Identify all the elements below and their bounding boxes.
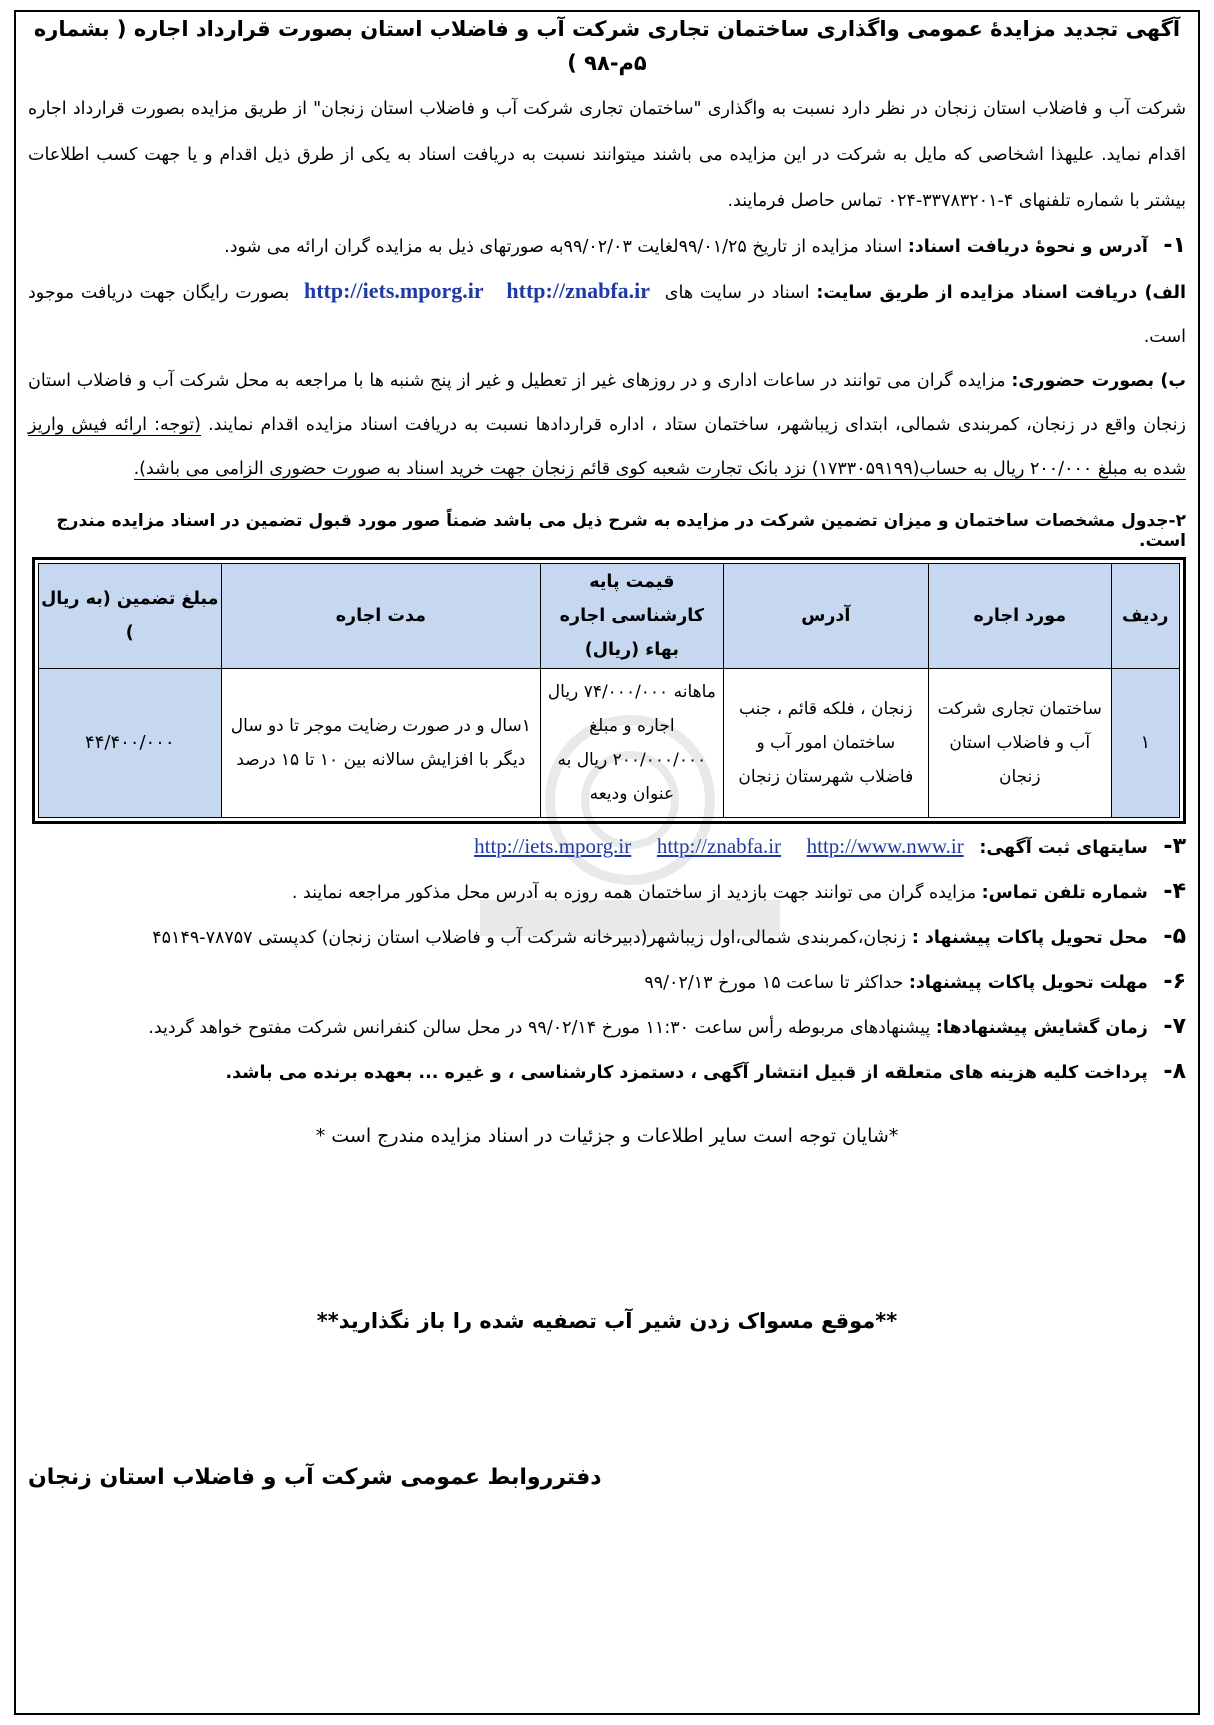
link-znabfa[interactable]: http://znabfa.ir (656, 834, 782, 858)
water-saving-slogan: **موقع مسواک زدن شیر آب تصفیه شده را باز نگذارید** (316, 1309, 898, 1333)
section-5-number: ۵- (1163, 924, 1186, 949)
section-1 (28, 224, 1186, 269)
table-header-cell: مبلغ تضمین (به ریال ) (39, 564, 222, 669)
section-7-text: پیشنهادهای مربوطه رأس ساعت ۱۱:۳۰ مورخ ۹۹/۰۲/۱۴ در محل سالن کنفرانس شرکت مفتوح خواهد گردید. (148, 1018, 931, 1038)
link-iets-mporg[interactable]: http://iets.mporg.ir (474, 834, 632, 858)
section-3-number: ۳- (1163, 834, 1186, 859)
table-header-cell: مورد اجاره (929, 564, 1112, 669)
table-cell-duration: ۱سال و در صورت رضایت موجر تا دو سال دیگر با افزایش سالانه بین ۱۰ تا ۱۵ درصد (221, 669, 540, 818)
section-1b-note: (توجه: ارائه فیش واریز شده به مبلغ ۲۰۰/۰۰۰ ریال به حساب(۱۷۳۳۰۵۹۱۹۹) نزد بانک تجارت شعبه کوی قائم زنجان جهت خرید اسناد به صورت حضوری الزامی می باشد). (28, 415, 1186, 479)
section-1a (28, 269, 1186, 359)
section-6-number: ۶- (1163, 969, 1186, 994)
table-cell-row-number: ۱ (1111, 669, 1179, 818)
table-cell-guarantee: ۴۴/۴۰۰/۰۰۰ (39, 669, 222, 818)
section-8-text: پرداخت کلیه هزینه های متعلقه از قبیل انتشار آگهی ، دستمزد کارشناسی ، و غیره ... بعهده برنده می باشد. (225, 1063, 1148, 1083)
section-8-number: ۸- (1163, 1059, 1186, 1084)
details-note: *شایان توجه است سایر اطلاعات و جزئیات در اسناد مزایده مندرج است * (315, 1125, 899, 1147)
section-5 (28, 915, 1186, 960)
section-6 (28, 960, 1186, 1005)
table-cell-address: زنجان ، فلکه قائم ، جنب ساختمان امور آب و فاضلاب شهرستان زنجان (723, 669, 928, 818)
section-1-number: ۱- (1163, 233, 1186, 258)
table-header-cell: مدت اجاره (221, 564, 540, 669)
table-header-cell: آدرس (723, 564, 928, 669)
table-row (39, 669, 1180, 818)
section-8 (28, 1050, 1186, 1095)
spec-table-frame (32, 557, 1186, 824)
table-cell-base-price: ماهانه ۷۴/۰۰۰/۰۰۰ ریال اجاره و مبلغ ۲۰۰/۰۰۰/۰۰۰ ریال به عنوان ودیعه (541, 669, 724, 818)
intro-paragraph: شرکت آب و فاضلاب استان زنجان در نظر دارد نسبت به واگذاری "ساختمان تجاری شرکت آب و فاضلاب استان زنجان" از طریق مزایده بصورت قرارداد اجاره اقدام نماید. علیهذا اشخاصی که مایل به شرکت در این مزایده می باشند میتوانند نسبت به دریافت اسناد به یکی از طرق ذیل اقدام و یا جهت کسب اطلاعات بیشتر با شماره تلفنهای ۴-۳۳۷۸۳۲۰۱-۰۲۴ تماس حاصل فرمایند. (28, 99, 1186, 211)
section-1-text: اسناد مزایده از تاریخ ۹۹/۰۱/۲۵لغایت ۹۹/۰۲/۰۳به صورتهای ذیل به مزایده گران ارائه می شود. (224, 237, 903, 257)
table-header-row (39, 564, 1180, 669)
section-7-label: زمان گشایش پیشنهادها: (935, 1018, 1148, 1038)
section-1a-text-after: بصورت رایگان جهت دریافت موجود است. (28, 283, 1186, 347)
section-1-label: آدرس و نحوۀ دریافت اسناد: (907, 237, 1148, 257)
section-4-label: شماره تلفن تماس: (981, 883, 1148, 903)
table-cell-item: ساختمان تجاری شرکت آب و فاضلاب استان زنجان (929, 669, 1112, 818)
table-header-cell: ردیف (1111, 564, 1179, 669)
page-title: آگهی تجدید مزایدۀ عمومی واگذاری ساختمان تجاری شرکت آب و فاضلاب استان بصورت قرارداد اجاره ( بشماره ۵م-۹۸ ) (33, 17, 1181, 75)
section-1b-text: مزایده گران می توانند در ساعات اداری و در روزهای غیر از تعطیل و غیر از پنج شنبه ها با مراجعه به محل شرکت آب و فاضلاب استان زنجان واقع در زنجان، کمربندی شمالی، ابتدای زیباشهر، ساختمان ستاد ، اداره قراردادها نسبت به دریافت اسناد مزایده اقدام نمایند. (28, 371, 1186, 435)
document-body (28, 12, 1186, 1490)
section-6-text: حداکثر تا ساعت ۱۵ مورخ ۹۹/۰۲/۱۳ (644, 973, 904, 993)
section-1b (28, 359, 1186, 491)
footer-signature: دفترروابط عمومی شرکت آب و فاضلاب استان زنجان (28, 1465, 602, 1490)
table-header-cell: قیمت پایه کارشناسی اجاره بهاء (ریال) (541, 564, 724, 669)
link-iets-mporg[interactable]: http://iets.mporg.ir (303, 278, 484, 303)
section-4-number: ۴- (1163, 879, 1186, 904)
section-5-text: زنجان،کمربندی شمالی،اول زیباشهر(دبیرخانه شرکت آب و فاضلاب استان زنجان) کدپستی ۷۸۷۵۷-۴۵۱۴۹ (152, 928, 907, 948)
section-1b-label: ب) بصورت حضوری: (1011, 371, 1186, 391)
section-4-text: مزایده گران می توانند جهت بازدید از ساختمان همه روزه به آدرس محل مذکور مراجعه نمایند . (291, 883, 977, 903)
section-5-label: محل تحویل پاکات پیشنهاد : (911, 928, 1148, 948)
spec-table (38, 563, 1180, 818)
section-6-label: مهلت تحویل پاکات پیشنهاد: (908, 973, 1148, 993)
section-7 (28, 1005, 1186, 1050)
link-nww[interactable]: http://www.nww.ir (806, 834, 964, 858)
section-4 (28, 870, 1186, 915)
section-3 (28, 824, 1186, 870)
table-caption: ۲-جدول مشخصات ساختمان و میزان تضمین شرکت در مزایده به شرح ذیل می باشد ضمناً صور مورد قبول تضمین در اسناد مزایده مندرج است. (56, 511, 1186, 551)
section-3-label: سایتهای ثبت آگهی: (979, 838, 1148, 858)
link-znabfa[interactable]: http://znabfa.ir (506, 278, 651, 303)
section-1a-label: الف) دریافت اسناد مزایده از طریق سایت: (816, 283, 1186, 303)
section-7-number: ۷- (1163, 1014, 1186, 1039)
section-1a-text-before: اسناد در سایت های (664, 283, 810, 303)
